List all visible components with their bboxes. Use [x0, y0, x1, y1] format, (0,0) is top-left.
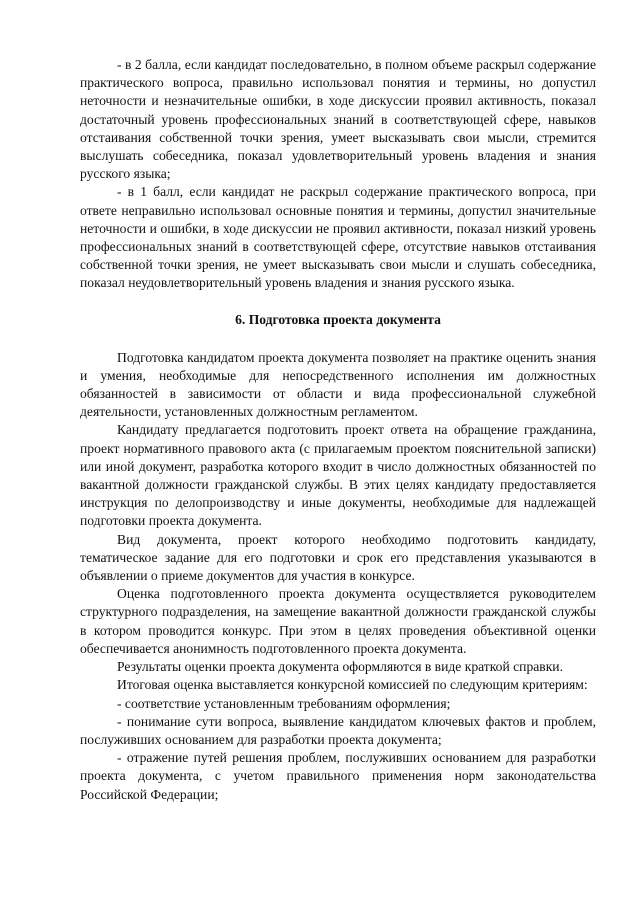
paragraph-criteria-intro: Итоговая оценка выставляется конкурсной комиссией по следующим критериям: [117, 677, 588, 693]
paragraph-results: Результаты оценки проекта документа оформляются в виде краткой справки. [117, 659, 563, 675]
section-heading: 6. Подготовка проекта документа [235, 311, 441, 327]
paragraph-evaluation: Оценка подготовленного проекта документа осуществляется руководителем структурного подразделения, на замещение вакантной должности гражданской службы в котором проводится конкурс. При этом в целях проведения объективной оценки обеспечивается анонимность подготовленного проекта документа. [80, 586, 596, 656]
paragraph-document-type: Вид документа, проект которого необходимо подготовить кандидату, тематическое задание для его подготовки и срок его представления указываются в объявлении о приеме документов для участия в конкурсе. [80, 531, 596, 584]
paragraph-task: Кандидату предлагается подготовить проект ответа на обращение гражданина, проект нормативного правового акта (с прилагаемым проектом пояснительной записки) или иной документ, разработка которого входит в число должностных обязанностей по вакантной должности гражданской службы. В этих целях кандидату предоставляется инструкция по делопроизводству и иные документы, необходимые для надлежащей подготовки проекта документа. [80, 422, 596, 529]
criteria-item-solutions: - отражение путей решения проблем, послуживших основанием для разработки проекта документа, с учетом правильного применения норм законодательства Российской Федерации; [80, 750, 596, 802]
paragraph-intro: Подготовка кандидатом проекта документа позволяет на практике оценить знания и умения, необходимые для непосредственного исполнения им должностных обязанностей в зависимости от области и вида профессиональной служебной деятельности, установленных должностным регламентом. [80, 349, 596, 420]
criteria-item-formatting: - соответствие установленным требованиям оформления; [117, 695, 451, 711]
criteria-item-understanding: - понимание сути вопроса, выявление кандидатом ключевых фактов и проблем, послуживших основанием для разработки проекта документа; [80, 713, 596, 747]
paragraph-score-2: - в 2 балла, если кандидат последовательно, в полном объеме раскрыл содержание практического вопроса, правильно использовал понятия и термины, но допустил неточности и незначительные ошибки, в ходе дискуссии проявил активность, показал достаточный уровень профессиональных знаний в соответствующей сфере, навыков отстаивания собственной точки зрения, умеет высказывать свои мысли, стремится выслушать собеседника, показал удовлетворительный уровень владения и знания русского языка; [80, 57, 596, 182]
paragraph-score-1: - в 1 балл, если кандидат не раскрыл содержание практического вопроса, при ответе неправильно использовал основные понятия и термины, допустил значительные неточности и ошибки, в ходе дискуссии не проявил активности, показал низкий уровень профессиональных знаний в соответствующей сфере, отсутствие навыков отстаивания собственной точки зрения, не умеет высказывать свои мысли и слушать собеседника, показал неудовлетворительный уровень владения и знания русского языка. [80, 184, 596, 291]
